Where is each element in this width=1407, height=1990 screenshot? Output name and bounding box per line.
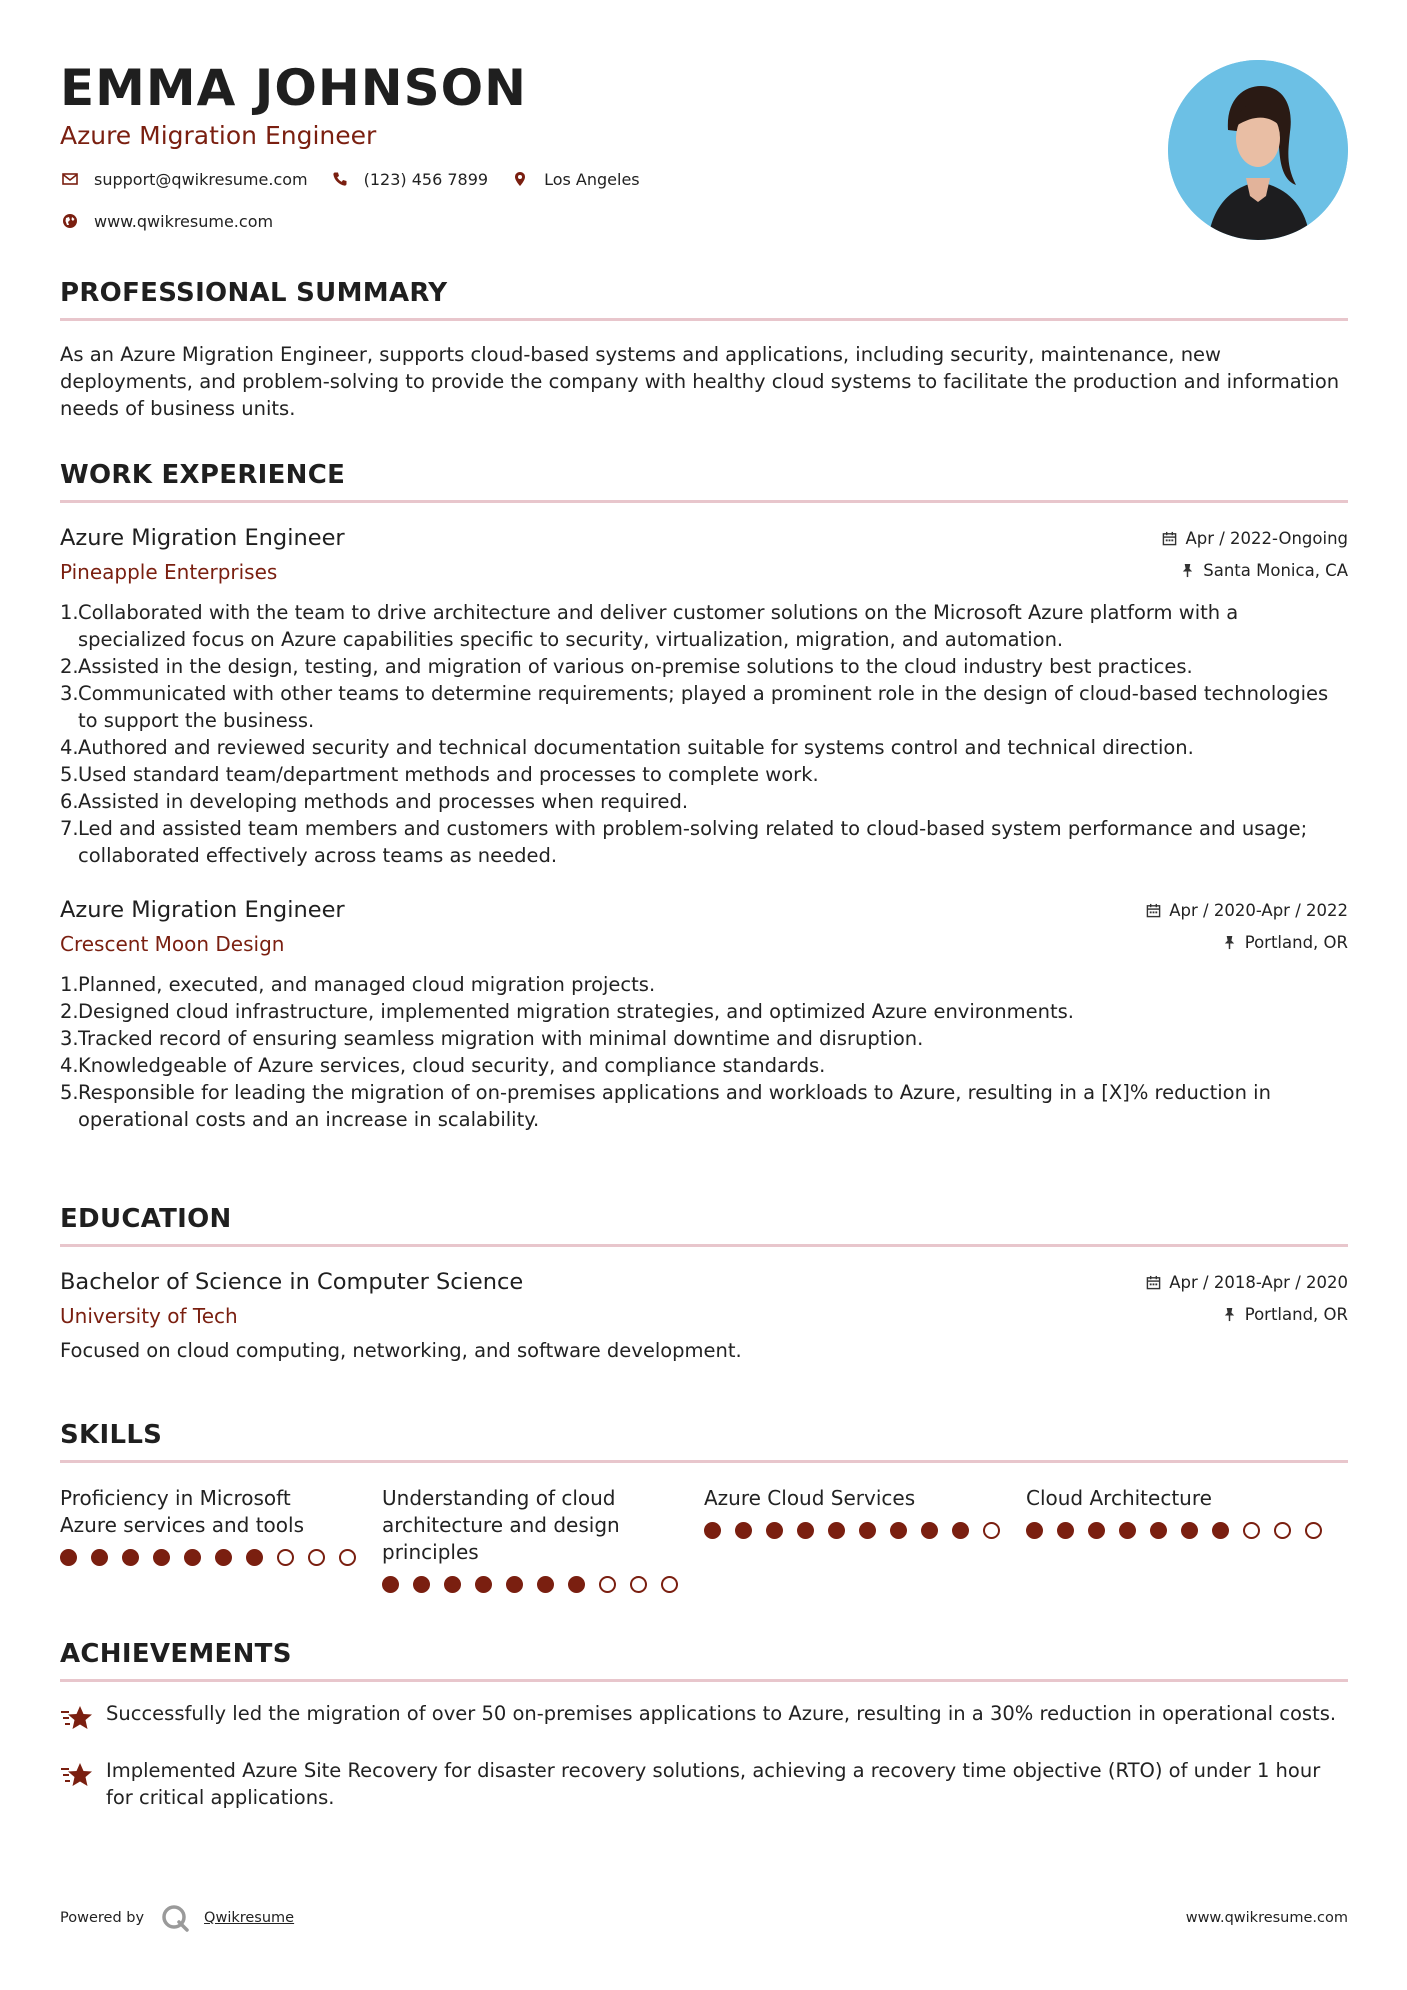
rating-dot-empty	[1274, 1522, 1291, 1539]
pushpin-icon	[1180, 563, 1195, 578]
contact-email[interactable]	[60, 169, 308, 189]
contact-location	[510, 169, 640, 189]
rating-dot-filled	[1150, 1522, 1167, 1539]
job-date: Apr / 2020-Apr / 2022	[1169, 900, 1348, 920]
rating-dot-filled	[537, 1576, 554, 1593]
calendar-icon	[1162, 531, 1177, 546]
education-location: Portland, OR	[1244, 1304, 1348, 1324]
calendar-icon	[1146, 1275, 1161, 1290]
achievement-text: Implemented Azure Site Recovery for disaster recovery solutions, achieving a recovery time objective (RTO) of under 1 hour for critical applications.	[106, 1759, 1321, 1809]
rating-dot-filled	[184, 1549, 201, 1566]
rating-dot-filled	[1212, 1522, 1229, 1539]
contact-phone[interactable]	[330, 169, 488, 189]
experience-heading: WORK EXPERIENCE	[60, 458, 1348, 503]
rating-dot-filled	[1181, 1522, 1198, 1539]
rating-dot-filled	[828, 1522, 845, 1539]
candidate-name: EMMA JOHNSON	[60, 59, 527, 117]
job-responsibilities	[60, 971, 1348, 1133]
skill-item	[1026, 1485, 1348, 1593]
list-item: Designed cloud infrastructure, implemented migration strategies, and optimized Azure environments.	[78, 1000, 1074, 1023]
skill-rating	[1026, 1522, 1348, 1539]
list-item: Led and assisted team members and customers with problem-solving related to cloud-based system performance and usage; collaborated effectively across teams as needed.	[78, 817, 1308, 867]
phone-text: (123) 456 7899	[363, 169, 489, 189]
summary-heading: PROFESSIONAL SUMMARY	[60, 276, 1348, 321]
summary-section	[60, 276, 1348, 422]
contact-info	[60, 168, 1160, 232]
rating-dot-filled	[153, 1549, 170, 1566]
job-company: Crescent Moon Design	[60, 932, 285, 956]
map-pin-icon	[510, 169, 530, 189]
experience-section	[60, 458, 1348, 1133]
contact-website[interactable]	[60, 211, 273, 231]
globe-icon	[60, 211, 80, 231]
rating-dot-filled	[735, 1522, 752, 1539]
rating-dot-filled	[413, 1576, 430, 1593]
footer-website-link[interactable]: www.qwikresume.com	[1185, 1910, 1348, 1926]
achievements-section	[60, 1637, 1348, 1811]
rating-dot-empty	[983, 1522, 1000, 1539]
skill-item	[60, 1485, 382, 1593]
rating-dot-filled	[1119, 1522, 1136, 1539]
skill-name: Proficiency in Microsoft Azure services and tools	[60, 1486, 304, 1537]
job-date: Apr / 2022-Ongoing	[1185, 528, 1348, 548]
rating-dot-filled	[568, 1576, 585, 1593]
achievement-text: Successfully led the migration of over 50 on-premises applications to Azure, resulting in a 30% reduction in operational costs.	[106, 1702, 1337, 1725]
education-section	[60, 1202, 1348, 1364]
list-item: Assisted in developing methods and processes when required.	[78, 790, 689, 813]
job-title: Azure Migration Engineer	[60, 897, 345, 923]
rating-dot-filled	[1026, 1522, 1043, 1539]
profile-photo	[1168, 60, 1348, 240]
rating-dot-filled	[921, 1522, 938, 1539]
rating-dot-empty	[1243, 1522, 1260, 1539]
envelope-icon	[60, 169, 80, 189]
job-entry	[60, 895, 1348, 1133]
skill-name: Understanding of cloud architecture and design principles	[382, 1486, 620, 1564]
powered-by-label: Powered by	[60, 1910, 145, 1926]
skills-heading: SKILLS	[60, 1418, 1348, 1463]
rating-dot-empty	[630, 1576, 647, 1593]
skill-rating	[704, 1522, 1026, 1539]
rating-dot-filled	[122, 1549, 139, 1566]
pushpin-icon	[1222, 1307, 1237, 1322]
rating-dot-filled	[859, 1522, 876, 1539]
location-text: Los Angeles	[544, 169, 640, 189]
candidate-role: Azure Migration Engineer	[60, 121, 377, 150]
job-company: Pineapple Enterprises	[60, 560, 278, 584]
rating-dot-filled	[215, 1549, 232, 1566]
list-item: Assisted in the design, testing, and migration of various on-premise solutions to the cloud industry best practices.	[78, 655, 1193, 678]
achievements-heading: ACHIEVEMENTS	[60, 1637, 1348, 1682]
rating-dot-filled	[704, 1522, 721, 1539]
job-location: Portland, OR	[1244, 932, 1348, 952]
job-entry	[60, 523, 1348, 869]
rating-dot-filled	[890, 1522, 907, 1539]
job-responsibilities	[60, 599, 1348, 869]
rating-dot-empty	[599, 1576, 616, 1593]
degree-title: Bachelor of Science in Computer Science	[60, 1269, 524, 1295]
list-item: Authored and reviewed security and technical documentation suitable for systems control and technical direction.	[78, 736, 1194, 759]
list-item: Tracked record of ensuring seamless migration with minimal downtime and disruption.	[78, 1027, 924, 1050]
summary-text: As an Azure Migration Engineer, supports cloud-based systems and applications, including security, maintenance, new deployments, and problem-solving to provide the company with healthy cloud systems to facilitate the production and information needs of business units.	[60, 343, 1340, 420]
job-location: Santa Monica, CA	[1203, 560, 1348, 580]
education-description: Focused on cloud computing, networking, and software development.	[60, 1339, 742, 1362]
website-text: www.qwikresume.com	[94, 211, 274, 231]
achievement-item	[60, 1700, 1348, 1739]
rating-dot-empty	[277, 1549, 294, 1566]
school-name: University of Tech	[60, 1304, 238, 1328]
list-item: Planned, executed, and managed cloud migration projects.	[78, 973, 656, 996]
skills-list	[60, 1485, 1348, 1593]
skill-rating	[60, 1549, 382, 1566]
education-heading: EDUCATION	[60, 1202, 1348, 1247]
rating-dot-filled	[766, 1522, 783, 1539]
list-item: Communicated with other teams to determine requirements; played a prominent role in the design of cloud-based technologies to support the business.	[78, 682, 1329, 732]
rating-dot-filled	[444, 1576, 461, 1593]
job-title: Azure Migration Engineer	[60, 525, 345, 551]
calendar-icon	[1146, 903, 1161, 918]
education-date: Apr / 2018-Apr / 2020	[1169, 1272, 1348, 1292]
brand-link[interactable]: Qwikresume	[204, 1910, 295, 1926]
rating-dot-filled	[506, 1576, 523, 1593]
education-entry	[60, 1267, 1348, 1364]
qwikresume-logo-icon	[160, 1903, 190, 1933]
list-item: Used standard team/department methods and processes to complete work.	[78, 763, 819, 786]
pushpin-icon	[1222, 935, 1237, 950]
rating-dot-filled	[60, 1549, 77, 1566]
star-award-icon	[60, 1757, 106, 1811]
footer	[60, 1900, 1348, 1936]
star-award-icon	[60, 1700, 106, 1739]
list-item: Responsible for leading the migration of on-premises applications and workloads to Azure, resulting in a [X]% reduction in operational costs and an increase in scalability.	[78, 1081, 1271, 1131]
rating-dot-filled	[797, 1522, 814, 1539]
list-item: Collaborated with the team to drive architecture and deliver customer solutions on the Microsoft Azure platform with a specialized focus on Azure capabilities specific to security, virtualization, migration, and automation.	[78, 601, 1239, 651]
rating-dot-filled	[91, 1549, 108, 1566]
achievement-item	[60, 1757, 1348, 1811]
list-item: Knowledgeable of Azure services, cloud security, and compliance standards.	[78, 1054, 826, 1077]
skill-item	[704, 1485, 1026, 1593]
email-text: support@qwikresume.com	[94, 169, 308, 189]
rating-dot-empty	[1305, 1522, 1322, 1539]
rating-dot-filled	[1088, 1522, 1105, 1539]
skills-section	[60, 1418, 1348, 1593]
rating-dot-empty	[661, 1576, 678, 1593]
rating-dot-filled	[382, 1576, 399, 1593]
header	[60, 56, 1160, 252]
phone-icon	[330, 169, 350, 189]
skill-name: Cloud Architecture	[1026, 1486, 1212, 1510]
rating-dot-filled	[246, 1549, 263, 1566]
rating-dot-filled	[952, 1522, 969, 1539]
skill-item	[382, 1485, 704, 1593]
rating-dot-filled	[1057, 1522, 1074, 1539]
skill-name: Azure Cloud Services	[704, 1486, 916, 1510]
rating-dot-filled	[475, 1576, 492, 1593]
rating-dot-empty	[308, 1549, 325, 1566]
rating-dot-empty	[339, 1549, 356, 1566]
skill-rating	[382, 1576, 704, 1593]
